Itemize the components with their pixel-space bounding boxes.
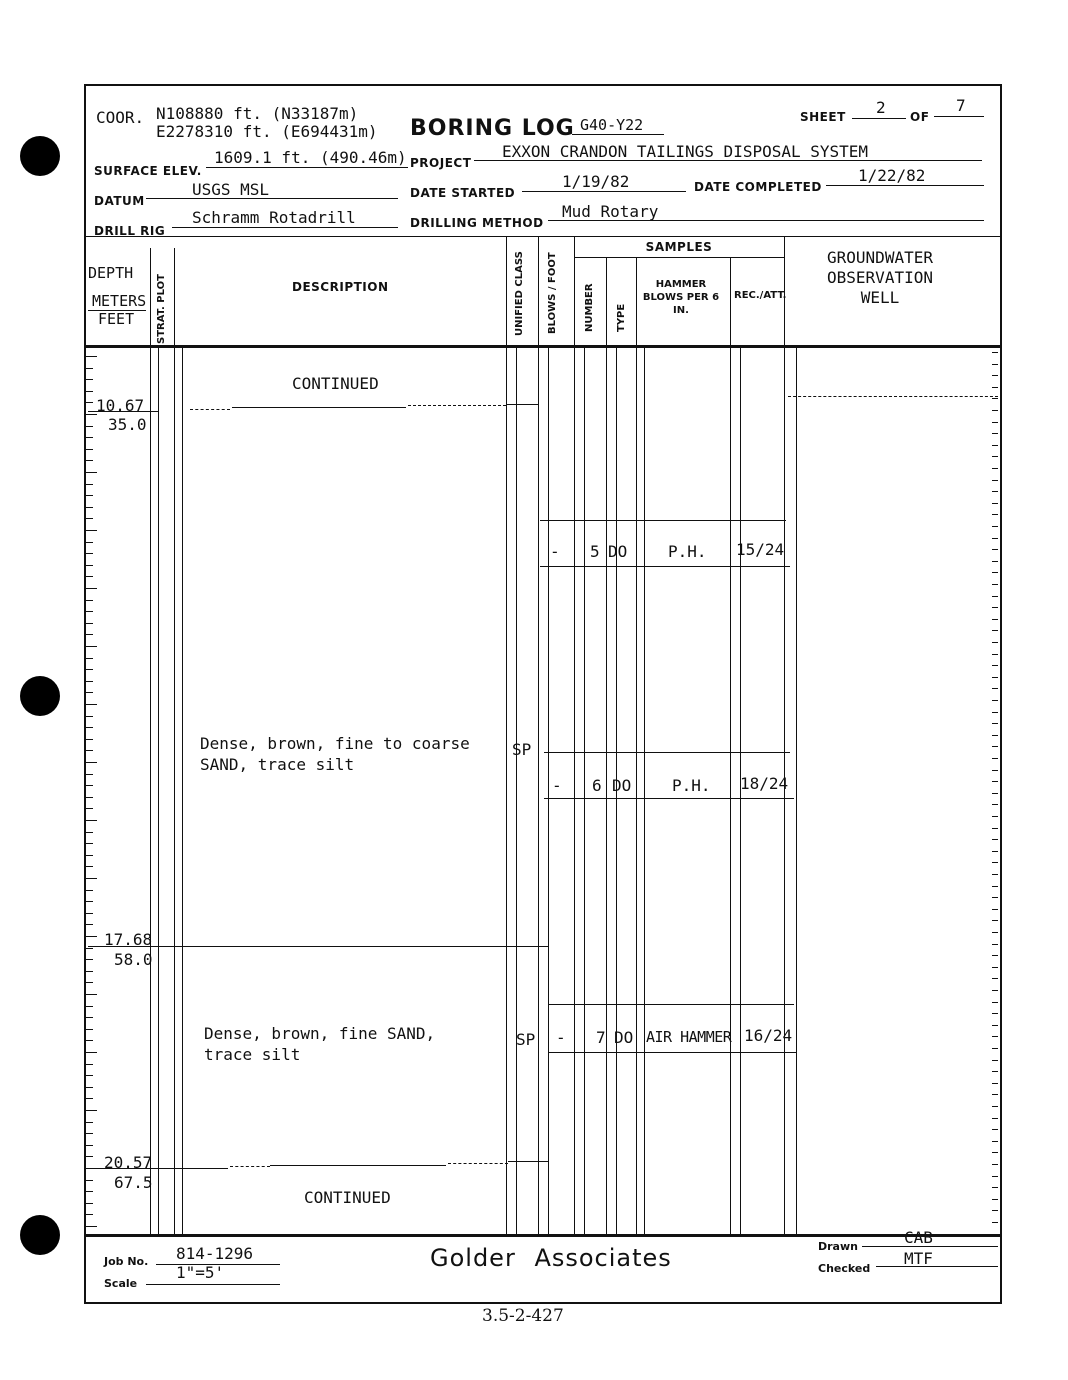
scale-tick [992,804,998,805]
scale-tick [992,1036,998,1037]
date-started-underline [522,191,686,192]
scale-tick [992,1141,998,1142]
scale-tick [85,542,93,543]
scale-tick [85,472,97,473]
scale-tick [85,948,93,949]
header-bottom-rule [84,345,1000,348]
scale-tick [85,391,93,392]
scale-tick [85,762,97,763]
scale-tick [992,1176,998,1177]
date-completed-label: DATE COMPLETED [694,180,822,194]
sample-6-type: DO [612,776,632,795]
scale-tick [85,553,93,554]
scale-tick [85,368,93,369]
sheet-label: SHEET [800,110,846,124]
boundary-3-depth [88,1168,228,1169]
sample-7-type: DO [614,1028,634,1047]
sample-7-hammer: AIR HAMMER [646,1028,732,1046]
scale-tick [992,665,998,666]
col-depth: DEPTH [88,264,134,282]
scale-tick [992,596,998,597]
scale-tick [85,460,93,461]
scale-tick [992,607,998,608]
scale-tick [992,398,998,399]
scale-tick [992,874,998,875]
rule-hammer [730,257,731,1234]
sample-6-number: 6 [592,776,602,795]
scale-tick [992,1187,998,1188]
sample-5-number: 5 [590,542,600,561]
scale-value: 1"=5' [176,1263,225,1282]
drill-rig-underline [172,227,398,228]
scale-tick [992,422,998,423]
scale-tick [992,1048,998,1049]
drawn-label: Drawn [818,1240,858,1253]
layer-1-desc-line2: SAND, trace silt [200,755,355,774]
scale-tick [992,851,998,852]
scale-tick [85,507,93,508]
date-started-label: DATE STARTED [410,186,516,200]
header-top-rule [84,236,1000,237]
scale-tick [85,449,93,450]
datum-label: DATUM [94,194,145,208]
scale-tick [992,758,998,759]
rule-unified-inner [516,346,517,1234]
form-title: BORING LOG [410,116,575,141]
scale-tick [992,1199,998,1200]
layer-2-class: SP [516,1030,536,1049]
scale-tick [85,1133,93,1134]
boring-id: G40-Y22 [580,116,644,134]
rule-strat [174,248,175,1234]
boundary-3-class [508,1161,548,1162]
sample-5-rec: 15/24 [736,540,785,559]
checked-value: MTF [904,1249,933,1268]
depth-meters-3: 20.57 [104,1153,153,1172]
scale-tick [992,816,998,817]
scale-tick [992,793,998,794]
scale-tick [992,862,998,863]
scale-tick [85,774,93,775]
sample-5-blows: - [550,542,560,561]
col-type: TYPE [616,303,627,332]
checked-underline [876,1266,998,1267]
layer-2-desc-line1: Dense, brown, fine SAND, [204,1024,436,1043]
scale-tick [992,712,998,713]
scale-tick [85,785,93,786]
scale-tick [85,936,97,937]
scale-tick [85,623,93,624]
scale-tick [85,634,93,635]
sample-5-bottom [540,566,790,567]
scale-tick [85,356,97,357]
drilling-method-label: DRILLING METHOD [410,216,544,230]
boundary-3-line [270,1165,446,1166]
scale-tick [85,1214,93,1215]
scale-tick [992,364,998,365]
scale-tick [992,480,998,481]
scale-tick [992,1106,998,1107]
scale-tick [85,1122,93,1123]
scale-tick [992,700,998,701]
scale-tick [992,514,998,515]
rule-depth [150,248,151,1234]
sample-6-blows: - [552,776,562,795]
rule-strat-right [182,346,183,1234]
boundary-2 [88,946,548,947]
rule-number [606,257,607,1234]
scale-tick [85,658,93,659]
scale-tick [85,901,93,902]
scale-underline [146,1284,280,1285]
page-reference: 3.5-2-427 [482,1306,564,1326]
scale-tick [85,750,93,751]
scale-tick [85,855,93,856]
scale-tick [992,978,998,979]
drawn-value: CAB [904,1228,933,1247]
scale-tick [85,646,97,647]
scale-tick [85,924,93,925]
scale-tick [85,495,93,496]
scale-tick [85,1180,93,1181]
depth-meters-1: 10.67 [96,396,145,415]
scale-tick [85,1040,93,1041]
scale-tick [992,897,998,898]
scale-tick [992,955,998,956]
scale-tick [85,1098,93,1099]
depth-meters-2: 17.68 [104,930,153,949]
col-unified-class: UNIFIED CLASS [514,251,525,336]
scale-tick [992,688,998,689]
scale-tick [992,503,998,504]
scale-tick [85,727,93,728]
scale-tick [992,538,998,539]
sample-7-rec: 16/24 [744,1026,793,1045]
datum-value: USGS MSL [192,180,270,199]
binder-hole-bottom [20,1215,60,1255]
scale-tick [85,994,97,995]
scale-tick [85,565,93,566]
scale-tick [992,1013,998,1014]
datum-underline [146,198,398,199]
scale-tick [85,611,93,612]
layer-1-desc-line1: Dense, brown, fine to coarse [200,734,470,753]
col-groundwater: GROUNDWATER OBSERVATION WELL [827,248,933,307]
drawn-underline [862,1246,998,1247]
sheet-total-underline [934,116,984,117]
rule-rec [784,236,785,1234]
scale-tick [992,932,998,933]
boundary-1-class [506,404,538,405]
scale-tick [992,410,998,411]
scale-tick [992,735,998,736]
scale-tick [85,402,93,403]
col-blows-foot: BLOWS / FOOT [547,252,558,334]
footer-top-rule [86,1234,1000,1237]
sample-5-type: DO [608,542,628,561]
checked-label: Checked [818,1262,871,1275]
surface-elev-underline [206,167,408,168]
scale-tick [992,1025,998,1026]
scale-tick [992,1002,998,1003]
scale-tick [992,920,998,921]
drilling-method-underline [548,220,984,221]
scale-tick [85,379,93,380]
boring-id-underline [572,134,664,135]
scale-tick [85,1191,93,1192]
job-no-label: Job No. [104,1255,149,1268]
groundwater-level-dash [788,396,998,397]
sample-5-hammer: P.H. [668,542,707,561]
continued-bottom: CONTINUED [304,1188,391,1207]
scale-tick [992,456,998,457]
continued-top: CONTINUED [292,374,379,393]
date-started-value: 1/19/82 [562,172,630,191]
scale-tick [992,642,998,643]
scale-tick [992,352,998,353]
scale-tick [85,1226,97,1227]
coord-north: N108880 ft. (N33187m) [156,104,359,123]
scale-tick [85,1156,93,1157]
scale-tick [992,886,998,887]
col-strat-plot: STRAT. PLOT [156,274,167,344]
drilling-method-value: Mud Rotary [562,202,659,221]
boundary-3-dash-b [448,1163,508,1164]
scale-tick [85,913,93,914]
scale-tick [85,1029,93,1030]
scale-tick [992,433,998,434]
rule-hammer-inner [644,346,645,1234]
col-description: DESCRIPTION [292,280,389,294]
scale-tick [992,944,998,945]
sample-7-bottom [548,1052,796,1053]
layer-2-desc-line2: trace silt [204,1045,301,1064]
binder-hole-top [20,136,60,176]
scale-tick [992,1060,998,1061]
scale-tick [992,491,998,492]
project-underline [474,160,982,161]
depth-feet-1: 35.0 [108,415,147,434]
scale-tick [85,1145,93,1146]
scale-tick [85,1110,97,1111]
sample-6-rec: 18/24 [740,774,789,793]
scale-tick [85,484,93,485]
sample-6-bottom [544,798,794,799]
scale-tick [85,959,93,960]
scale-tick [992,584,998,585]
project-value: EXXON CRANDON TAILINGS DISPOSAL SYSTEM [502,142,869,161]
scale-tick [85,1203,93,1204]
company-name: Golder Associates [430,1244,672,1272]
scale-tick [992,770,998,771]
scale-tick [992,619,998,620]
scale-tick [85,437,93,438]
of-label: OF [910,110,930,124]
sample-7-blows: - [556,1028,566,1047]
col-hammer-blows: HAMMER BLOWS PER 6 IN. [642,279,720,316]
scale-tick [85,808,93,809]
project-label: PROJECT [410,156,472,170]
scale-tick [992,1118,998,1119]
sample-7-top [548,1004,794,1005]
scale-tick [85,982,93,983]
surface-elev-value: 1609.1 ft. (490.46m) [214,148,407,167]
rule-unified [538,236,539,1234]
col-meters: METERS [92,292,147,310]
job-no-value: 814-1296 [176,1244,254,1263]
scale-tick [85,1064,93,1065]
scale-tick [992,654,998,655]
scale-tick [992,1083,998,1084]
scale-tick [85,878,97,879]
sheet-number: 2 [876,98,886,117]
scale-tick [85,1087,93,1088]
scale-tick [992,468,998,469]
scale-tick [85,1075,93,1076]
boundary-1-line [232,407,406,408]
scale-tick [85,518,93,519]
scale-tick [992,1129,998,1130]
scale-tick [85,716,93,717]
scale-tick [992,561,998,562]
scale-tick [85,576,93,577]
scale-tick [992,526,998,527]
sheet-underline [852,118,906,119]
scale-tick [85,600,93,601]
scale-tick [85,971,93,972]
boundary-1-dash [408,405,506,406]
rule-description [506,236,507,1234]
scale-tick [85,681,93,682]
scale-tick [85,843,93,844]
scale-tick [992,630,998,631]
scale-tick [992,445,998,446]
scale-tick [992,839,998,840]
scale-tick [85,866,93,867]
scale-tick [85,820,97,821]
scale-tick [85,1006,93,1007]
depth-feet-2: 58.0 [114,950,153,969]
sample-6-hammer: P.H. [672,776,711,795]
scale-tick [85,692,93,693]
scale-tick [992,990,998,991]
scale-label: Scale [104,1277,138,1290]
scale-tick [992,781,998,782]
boundary-3-dash-a [230,1166,270,1167]
boundary-1-strat [190,409,230,410]
scale-tick [992,1071,998,1072]
sample-6-top [544,752,790,753]
scale-tick [992,1094,998,1095]
scale-tick [992,1222,998,1223]
col-feet: FEET [98,310,135,328]
rule-strat-left [158,346,159,1234]
col-samples: SAMPLES [645,240,713,254]
rule-blows [574,236,575,1234]
drill-rig-value: Schramm Rotadrill [192,208,356,227]
scale-tick [85,588,97,589]
coord-east: E2278310 ft. (E694431m) [156,122,378,141]
rule-type [636,257,637,1234]
rule-groundwater-inner [796,346,797,1234]
scale-tick [992,909,998,910]
scale-tick [85,1017,93,1018]
rule-blows-inner [548,346,549,1234]
col-number: NUMBER [584,283,595,332]
sample-7-number: 7 [596,1028,606,1047]
coord-label: COOR. [96,108,145,127]
scale-tick [992,1210,998,1211]
sample-5-top [540,520,786,521]
scale-tick [992,828,998,829]
layer-1-class: SP [512,740,532,759]
scale-tick [85,739,93,740]
scale-tick [85,1052,97,1053]
scale-tick [992,1152,998,1153]
scale-tick [992,572,998,573]
scale-tick [85,669,93,670]
scale-tick [992,967,998,968]
scale-tick [992,1164,998,1165]
rule-number-inner [584,346,585,1234]
depth-feet-3: 67.5 [114,1173,153,1192]
scale-tick [85,704,97,705]
boundary-1-depth [88,411,158,412]
scale-tick [85,797,93,798]
scale-tick [992,549,998,550]
surface-elev-label: SURFACE ELEV. [94,164,202,178]
binder-hole-middle [20,676,60,716]
date-completed-value: 1/22/82 [858,166,926,185]
scale-tick [992,746,998,747]
scale-tick [992,677,998,678]
scale-tick [85,426,93,427]
scale-tick [85,832,93,833]
scale-tick [992,375,998,376]
col-rec-att: REC./ATT. [734,290,787,301]
scale-tick [992,723,998,724]
date-completed-underline [826,185,984,186]
scale-tick [992,387,998,388]
sheet-total: 7 [956,96,966,115]
scale-tick [85,530,97,531]
drill-rig-label: DRILL RIG [94,224,166,238]
scale-tick [85,890,93,891]
